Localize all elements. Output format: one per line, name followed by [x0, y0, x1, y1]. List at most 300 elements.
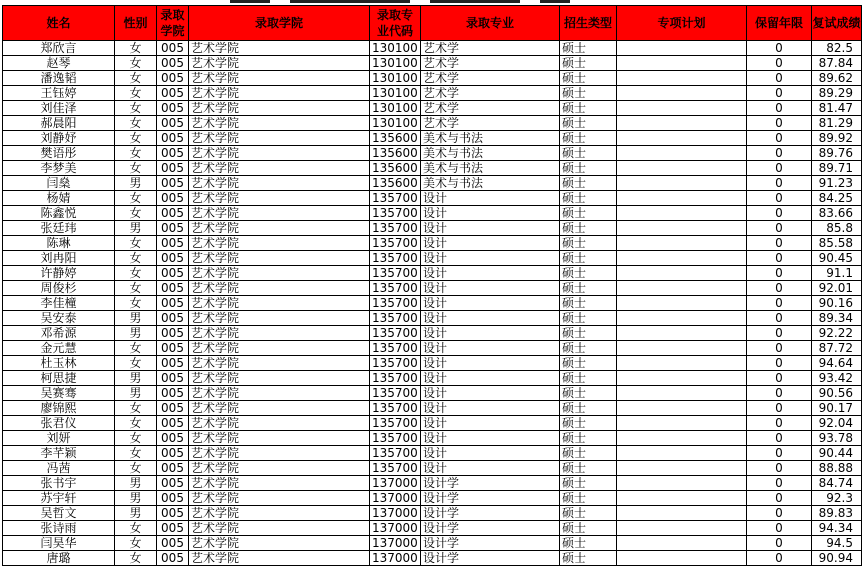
name-cell[interactable]: 邓希源 [3, 326, 115, 341]
type-cell[interactable]: 硕士 [560, 371, 617, 386]
name-cell[interactable]: 刘静妤 [3, 131, 115, 146]
special-plan-cell[interactable] [617, 461, 747, 476]
special-plan-cell[interactable] [617, 296, 747, 311]
special-plan-cell[interactable] [617, 506, 747, 521]
retain-years-cell[interactable]: 0 [747, 146, 812, 161]
college-cell[interactable]: 艺术学院 [189, 236, 370, 251]
major-code-cell[interactable]: 135600 [370, 146, 421, 161]
college-code-cell[interactable]: 005 [157, 191, 189, 206]
gender-cell[interactable]: 女 [115, 356, 157, 371]
retain-years-cell[interactable]: 0 [747, 341, 812, 356]
special-plan-cell[interactable] [617, 431, 747, 446]
college-cell[interactable]: 艺术学院 [189, 401, 370, 416]
major-cell[interactable]: 设计学 [421, 551, 560, 566]
college-code-cell[interactable]: 005 [157, 521, 189, 536]
major-code-cell[interactable]: 135700 [370, 191, 421, 206]
retain-years-cell[interactable]: 0 [747, 296, 812, 311]
college-code-cell[interactable]: 005 [157, 281, 189, 296]
major-code-cell[interactable]: 135600 [370, 176, 421, 191]
college-code-cell[interactable]: 005 [157, 431, 189, 446]
major-code-cell[interactable]: 135700 [370, 236, 421, 251]
college-code-cell[interactable]: 005 [157, 371, 189, 386]
college-cell[interactable]: 艺术学院 [189, 251, 370, 266]
name-cell[interactable]: 郝晨阳 [3, 116, 115, 131]
name-cell[interactable]: 刘妍 [3, 431, 115, 446]
major-code-cell[interactable]: 137000 [370, 476, 421, 491]
name-cell[interactable]: 陈鑫悦 [3, 206, 115, 221]
college-code-cell[interactable]: 005 [157, 206, 189, 221]
type-cell[interactable]: 硕士 [560, 266, 617, 281]
col-header-college[interactable]: 录取学院 [189, 6, 370, 41]
type-cell[interactable]: 硕士 [560, 446, 617, 461]
college-cell[interactable]: 艺术学院 [189, 326, 370, 341]
major-cell[interactable]: 艺术学 [421, 86, 560, 101]
major-cell[interactable]: 设计学 [421, 521, 560, 536]
name-cell[interactable]: 王钰婷 [3, 86, 115, 101]
gender-cell[interactable]: 男 [115, 371, 157, 386]
name-cell[interactable]: 陈琳 [3, 236, 115, 251]
name-cell[interactable]: 张书宇 [3, 476, 115, 491]
retain-years-cell[interactable]: 0 [747, 491, 812, 506]
gender-cell[interactable]: 男 [115, 221, 157, 236]
major-cell[interactable]: 设计 [421, 206, 560, 221]
gender-cell[interactable]: 女 [115, 536, 157, 551]
retain-years-cell[interactable]: 0 [747, 446, 812, 461]
type-cell[interactable]: 硕士 [560, 71, 617, 86]
major-code-cell[interactable]: 135700 [370, 281, 421, 296]
retest-score-cell[interactable]: 82.5 [812, 41, 862, 56]
retest-score-cell[interactable]: 89.34 [812, 311, 862, 326]
retain-years-cell[interactable]: 0 [747, 266, 812, 281]
col-header-retain-years[interactable]: 保留年限 [747, 6, 812, 41]
college-code-cell[interactable]: 005 [157, 116, 189, 131]
type-cell[interactable]: 硕士 [560, 491, 617, 506]
major-cell[interactable]: 美术与书法 [421, 161, 560, 176]
name-cell[interactable]: 冯茜 [3, 461, 115, 476]
gender-cell[interactable]: 女 [115, 191, 157, 206]
gender-cell[interactable]: 女 [115, 251, 157, 266]
special-plan-cell[interactable] [617, 131, 747, 146]
major-code-cell[interactable]: 130100 [370, 101, 421, 116]
special-plan-cell[interactable] [617, 326, 747, 341]
college-cell[interactable]: 艺术学院 [189, 461, 370, 476]
retain-years-cell[interactable]: 0 [747, 326, 812, 341]
major-cell[interactable]: 设计学 [421, 536, 560, 551]
major-code-cell[interactable]: 135700 [370, 416, 421, 431]
college-code-cell[interactable]: 005 [157, 401, 189, 416]
special-plan-cell[interactable] [617, 41, 747, 56]
gender-cell[interactable]: 女 [115, 86, 157, 101]
type-cell[interactable]: 硕士 [560, 86, 617, 101]
gender-cell[interactable]: 女 [115, 206, 157, 221]
special-plan-cell[interactable] [617, 551, 747, 566]
type-cell[interactable]: 硕士 [560, 236, 617, 251]
college-cell[interactable]: 艺术学院 [189, 476, 370, 491]
college-cell[interactable]: 艺术学院 [189, 386, 370, 401]
type-cell[interactable]: 硕士 [560, 191, 617, 206]
name-cell[interactable]: 吴安泰 [3, 311, 115, 326]
retain-years-cell[interactable]: 0 [747, 371, 812, 386]
retain-years-cell[interactable]: 0 [747, 56, 812, 71]
retest-score-cell[interactable]: 93.78 [812, 431, 862, 446]
special-plan-cell[interactable] [617, 416, 747, 431]
retain-years-cell[interactable]: 0 [747, 191, 812, 206]
gender-cell[interactable]: 男 [115, 326, 157, 341]
major-cell[interactable]: 设计 [421, 446, 560, 461]
retest-score-cell[interactable]: 91.23 [812, 176, 862, 191]
major-cell[interactable]: 设计学 [421, 491, 560, 506]
special-plan-cell[interactable] [617, 86, 747, 101]
major-code-cell[interactable]: 137000 [370, 521, 421, 536]
type-cell[interactable]: 硕士 [560, 101, 617, 116]
major-cell[interactable]: 设计 [421, 326, 560, 341]
gender-cell[interactable]: 女 [115, 281, 157, 296]
retest-score-cell[interactable]: 89.76 [812, 146, 862, 161]
major-cell[interactable]: 艺术学 [421, 56, 560, 71]
major-cell[interactable]: 设计 [421, 386, 560, 401]
special-plan-cell[interactable] [617, 356, 747, 371]
major-code-cell[interactable]: 135700 [370, 386, 421, 401]
retest-score-cell[interactable]: 89.71 [812, 161, 862, 176]
name-cell[interactable]: 吴赛骞 [3, 386, 115, 401]
special-plan-cell[interactable] [617, 341, 747, 356]
type-cell[interactable]: 硕士 [560, 401, 617, 416]
retest-score-cell[interactable]: 93.42 [812, 371, 862, 386]
gender-cell[interactable]: 男 [115, 311, 157, 326]
retain-years-cell[interactable]: 0 [747, 176, 812, 191]
major-cell[interactable]: 设计 [421, 431, 560, 446]
col-header-name[interactable]: 姓名 [3, 6, 115, 41]
retest-score-cell[interactable]: 84.25 [812, 191, 862, 206]
type-cell[interactable]: 硕士 [560, 221, 617, 236]
major-cell[interactable]: 设计 [421, 371, 560, 386]
name-cell[interactable]: 李佳橦 [3, 296, 115, 311]
special-plan-cell[interactable] [617, 206, 747, 221]
name-cell[interactable]: 樊语彤 [3, 146, 115, 161]
retest-score-cell[interactable]: 81.47 [812, 101, 862, 116]
college-code-cell[interactable]: 005 [157, 311, 189, 326]
type-cell[interactable]: 硕士 [560, 161, 617, 176]
college-code-cell[interactable]: 005 [157, 536, 189, 551]
college-cell[interactable]: 艺术学院 [189, 191, 370, 206]
major-code-cell[interactable]: 135700 [370, 296, 421, 311]
retest-score-cell[interactable]: 90.16 [812, 296, 862, 311]
major-code-cell[interactable]: 135700 [370, 311, 421, 326]
retest-score-cell[interactable]: 89.83 [812, 506, 862, 521]
retest-score-cell[interactable]: 94.64 [812, 356, 862, 371]
major-cell[interactable]: 设计 [421, 236, 560, 251]
major-code-cell[interactable]: 130100 [370, 41, 421, 56]
college-code-cell[interactable]: 005 [157, 131, 189, 146]
retest-score-cell[interactable]: 85.8 [812, 221, 862, 236]
retain-years-cell[interactable]: 0 [747, 551, 812, 566]
special-plan-cell[interactable] [617, 446, 747, 461]
retain-years-cell[interactable]: 0 [747, 311, 812, 326]
gender-cell[interactable]: 女 [115, 296, 157, 311]
type-cell[interactable]: 硕士 [560, 146, 617, 161]
college-code-cell[interactable]: 005 [157, 101, 189, 116]
college-cell[interactable]: 艺术学院 [189, 491, 370, 506]
major-code-cell[interactable]: 137000 [370, 551, 421, 566]
college-code-cell[interactable]: 005 [157, 71, 189, 86]
name-cell[interactable]: 许静婷 [3, 266, 115, 281]
gender-cell[interactable]: 女 [115, 101, 157, 116]
special-plan-cell[interactable] [617, 101, 747, 116]
type-cell[interactable]: 硕士 [560, 461, 617, 476]
retain-years-cell[interactable]: 0 [747, 206, 812, 221]
college-cell[interactable]: 艺术学院 [189, 101, 370, 116]
name-cell[interactable]: 杨婧 [3, 191, 115, 206]
retest-score-cell[interactable]: 81.29 [812, 116, 862, 131]
college-cell[interactable]: 艺术学院 [189, 446, 370, 461]
type-cell[interactable]: 硕士 [560, 116, 617, 131]
college-cell[interactable]: 艺术学院 [189, 86, 370, 101]
major-cell[interactable]: 设计学 [421, 506, 560, 521]
major-cell[interactable]: 美术与书法 [421, 176, 560, 191]
college-code-cell[interactable]: 005 [157, 251, 189, 266]
retest-score-cell[interactable]: 91.1 [812, 266, 862, 281]
name-cell[interactable]: 金元慧 [3, 341, 115, 356]
college-cell[interactable]: 艺术学院 [189, 41, 370, 56]
college-code-cell[interactable]: 005 [157, 236, 189, 251]
college-code-cell[interactable]: 005 [157, 86, 189, 101]
retest-score-cell[interactable]: 89.92 [812, 131, 862, 146]
special-plan-cell[interactable] [617, 146, 747, 161]
col-header-major[interactable]: 录取专业 [421, 6, 560, 41]
gender-cell[interactable]: 女 [115, 416, 157, 431]
type-cell[interactable]: 硕士 [560, 386, 617, 401]
college-cell[interactable]: 艺术学院 [189, 506, 370, 521]
retain-years-cell[interactable]: 0 [747, 161, 812, 176]
college-code-cell[interactable]: 005 [157, 266, 189, 281]
retain-years-cell[interactable]: 0 [747, 386, 812, 401]
major-cell[interactable]: 艺术学 [421, 116, 560, 131]
special-plan-cell[interactable] [617, 521, 747, 536]
gender-cell[interactable]: 女 [115, 431, 157, 446]
type-cell[interactable]: 硕士 [560, 431, 617, 446]
type-cell[interactable]: 硕士 [560, 536, 617, 551]
major-cell[interactable]: 美术与书法 [421, 146, 560, 161]
retest-score-cell[interactable]: 92.01 [812, 281, 862, 296]
major-cell[interactable]: 设计 [421, 401, 560, 416]
name-cell[interactable]: 苏宇轩 [3, 491, 115, 506]
major-cell[interactable]: 艺术学 [421, 101, 560, 116]
college-code-cell[interactable]: 005 [157, 551, 189, 566]
name-cell[interactable]: 张廷玮 [3, 221, 115, 236]
gender-cell[interactable]: 男 [115, 176, 157, 191]
name-cell[interactable]: 闫昊华 [3, 536, 115, 551]
type-cell[interactable]: 硕士 [560, 356, 617, 371]
special-plan-cell[interactable] [617, 476, 747, 491]
special-plan-cell[interactable] [617, 491, 747, 506]
college-cell[interactable]: 艺术学院 [189, 116, 370, 131]
gender-cell[interactable]: 男 [115, 506, 157, 521]
type-cell[interactable]: 硕士 [560, 281, 617, 296]
retain-years-cell[interactable]: 0 [747, 521, 812, 536]
college-cell[interactable]: 艺术学院 [189, 551, 370, 566]
name-cell[interactable]: 赵琴 [3, 56, 115, 71]
col-header-college-code[interactable]: 录取 学院 [157, 6, 189, 41]
retest-score-cell[interactable]: 90.17 [812, 401, 862, 416]
retest-score-cell[interactable]: 94.5 [812, 536, 862, 551]
major-code-cell[interactable]: 135700 [370, 221, 421, 236]
gender-cell[interactable]: 男 [115, 476, 157, 491]
major-code-cell[interactable]: 130100 [370, 56, 421, 71]
major-cell[interactable]: 设计 [421, 266, 560, 281]
retest-score-cell[interactable]: 84.74 [812, 476, 862, 491]
retain-years-cell[interactable]: 0 [747, 71, 812, 86]
college-cell[interactable]: 艺术学院 [189, 416, 370, 431]
retest-score-cell[interactable]: 90.94 [812, 551, 862, 566]
retain-years-cell[interactable]: 0 [747, 431, 812, 446]
college-cell[interactable]: 艺术学院 [189, 371, 370, 386]
major-code-cell[interactable]: 135700 [370, 251, 421, 266]
special-plan-cell[interactable] [617, 116, 747, 131]
major-code-cell[interactable]: 135700 [370, 341, 421, 356]
major-cell[interactable]: 艺术学 [421, 41, 560, 56]
special-plan-cell[interactable] [617, 176, 747, 191]
type-cell[interactable]: 硕士 [560, 521, 617, 536]
retain-years-cell[interactable]: 0 [747, 401, 812, 416]
name-cell[interactable]: 郑欣言 [3, 41, 115, 56]
type-cell[interactable]: 硕士 [560, 506, 617, 521]
name-cell[interactable]: 刘佳泽 [3, 101, 115, 116]
college-cell[interactable]: 艺术学院 [189, 296, 370, 311]
retest-score-cell[interactable]: 92.3 [812, 491, 862, 506]
major-code-cell[interactable]: 135700 [370, 206, 421, 221]
name-cell[interactable]: 李芊颖 [3, 446, 115, 461]
major-code-cell[interactable]: 137000 [370, 491, 421, 506]
retest-score-cell[interactable]: 90.56 [812, 386, 862, 401]
retest-score-cell[interactable]: 85.58 [812, 236, 862, 251]
college-cell[interactable]: 艺术学院 [189, 131, 370, 146]
major-code-cell[interactable]: 135700 [370, 356, 421, 371]
type-cell[interactable]: 硕士 [560, 41, 617, 56]
college-cell[interactable]: 艺术学院 [189, 536, 370, 551]
special-plan-cell[interactable] [617, 371, 747, 386]
college-code-cell[interactable]: 005 [157, 176, 189, 191]
retain-years-cell[interactable]: 0 [747, 86, 812, 101]
gender-cell[interactable]: 女 [115, 116, 157, 131]
gender-cell[interactable]: 女 [115, 161, 157, 176]
gender-cell[interactable]: 女 [115, 146, 157, 161]
col-header-major-code[interactable]: 录取专 业代码 [370, 6, 421, 41]
retain-years-cell[interactable]: 0 [747, 236, 812, 251]
type-cell[interactable]: 硕士 [560, 416, 617, 431]
type-cell[interactable]: 硕士 [560, 551, 617, 566]
college-cell[interactable]: 艺术学院 [189, 161, 370, 176]
gender-cell[interactable]: 女 [115, 56, 157, 71]
type-cell[interactable]: 硕士 [560, 341, 617, 356]
college-cell[interactable]: 艺术学院 [189, 56, 370, 71]
gender-cell[interactable]: 女 [115, 551, 157, 566]
major-code-cell[interactable]: 135700 [370, 431, 421, 446]
special-plan-cell[interactable] [617, 161, 747, 176]
retest-score-cell[interactable]: 94.34 [812, 521, 862, 536]
gender-cell[interactable]: 女 [115, 341, 157, 356]
major-code-cell[interactable]: 135700 [370, 446, 421, 461]
major-cell[interactable]: 设计 [421, 296, 560, 311]
major-code-cell[interactable]: 135600 [370, 161, 421, 176]
gender-cell[interactable]: 女 [115, 236, 157, 251]
retain-years-cell[interactable]: 0 [747, 131, 812, 146]
gender-cell[interactable]: 男 [115, 491, 157, 506]
retest-score-cell[interactable]: 83.66 [812, 206, 862, 221]
college-code-cell[interactable]: 005 [157, 416, 189, 431]
retain-years-cell[interactable]: 0 [747, 251, 812, 266]
special-plan-cell[interactable] [617, 251, 747, 266]
gender-cell[interactable]: 女 [115, 446, 157, 461]
major-code-cell[interactable]: 135700 [370, 461, 421, 476]
major-code-cell[interactable]: 137000 [370, 536, 421, 551]
gender-cell[interactable]: 女 [115, 71, 157, 86]
college-code-cell[interactable]: 005 [157, 491, 189, 506]
name-cell[interactable]: 李梦美 [3, 161, 115, 176]
college-cell[interactable]: 艺术学院 [189, 221, 370, 236]
college-cell[interactable]: 艺术学院 [189, 356, 370, 371]
special-plan-cell[interactable] [617, 536, 747, 551]
special-plan-cell[interactable] [617, 236, 747, 251]
retest-score-cell[interactable]: 89.62 [812, 71, 862, 86]
college-code-cell[interactable]: 005 [157, 326, 189, 341]
college-cell[interactable]: 艺术学院 [189, 266, 370, 281]
special-plan-cell[interactable] [617, 191, 747, 206]
retain-years-cell[interactable]: 0 [747, 101, 812, 116]
col-header-type[interactable]: 招生类型 [560, 6, 617, 41]
college-code-cell[interactable]: 005 [157, 476, 189, 491]
college-code-cell[interactable]: 005 [157, 341, 189, 356]
major-code-cell[interactable]: 135600 [370, 131, 421, 146]
college-code-cell[interactable]: 005 [157, 506, 189, 521]
special-plan-cell[interactable] [617, 386, 747, 401]
gender-cell[interactable]: 女 [115, 266, 157, 281]
type-cell[interactable]: 硕士 [560, 131, 617, 146]
major-cell[interactable]: 设计 [421, 461, 560, 476]
name-cell[interactable]: 闫燊 [3, 176, 115, 191]
type-cell[interactable]: 硕士 [560, 56, 617, 71]
major-cell[interactable]: 设计 [421, 221, 560, 236]
college-cell[interactable]: 艺术学院 [189, 431, 370, 446]
college-code-cell[interactable]: 005 [157, 221, 189, 236]
college-code-cell[interactable]: 005 [157, 56, 189, 71]
college-code-cell[interactable]: 005 [157, 446, 189, 461]
gender-cell[interactable]: 女 [115, 461, 157, 476]
retain-years-cell[interactable]: 0 [747, 221, 812, 236]
major-cell[interactable]: 设计 [421, 341, 560, 356]
special-plan-cell[interactable] [617, 311, 747, 326]
retain-years-cell[interactable]: 0 [747, 416, 812, 431]
special-plan-cell[interactable] [617, 401, 747, 416]
retest-score-cell[interactable]: 87.84 [812, 56, 862, 71]
retest-score-cell[interactable]: 88.88 [812, 461, 862, 476]
college-code-cell[interactable]: 005 [157, 161, 189, 176]
type-cell[interactable]: 硕士 [560, 296, 617, 311]
major-cell[interactable]: 设计 [421, 311, 560, 326]
gender-cell[interactable]: 女 [115, 521, 157, 536]
retain-years-cell[interactable]: 0 [747, 476, 812, 491]
special-plan-cell[interactable] [617, 266, 747, 281]
college-cell[interactable]: 艺术学院 [189, 341, 370, 356]
name-cell[interactable]: 廖锦熙 [3, 401, 115, 416]
gender-cell[interactable]: 女 [115, 41, 157, 56]
type-cell[interactable]: 硕士 [560, 206, 617, 221]
major-cell[interactable]: 设计 [421, 251, 560, 266]
major-code-cell[interactable]: 130100 [370, 116, 421, 131]
name-cell[interactable]: 周俊杉 [3, 281, 115, 296]
major-cell[interactable]: 设计学 [421, 476, 560, 491]
major-cell[interactable]: 设计 [421, 191, 560, 206]
college-code-cell[interactable]: 005 [157, 41, 189, 56]
